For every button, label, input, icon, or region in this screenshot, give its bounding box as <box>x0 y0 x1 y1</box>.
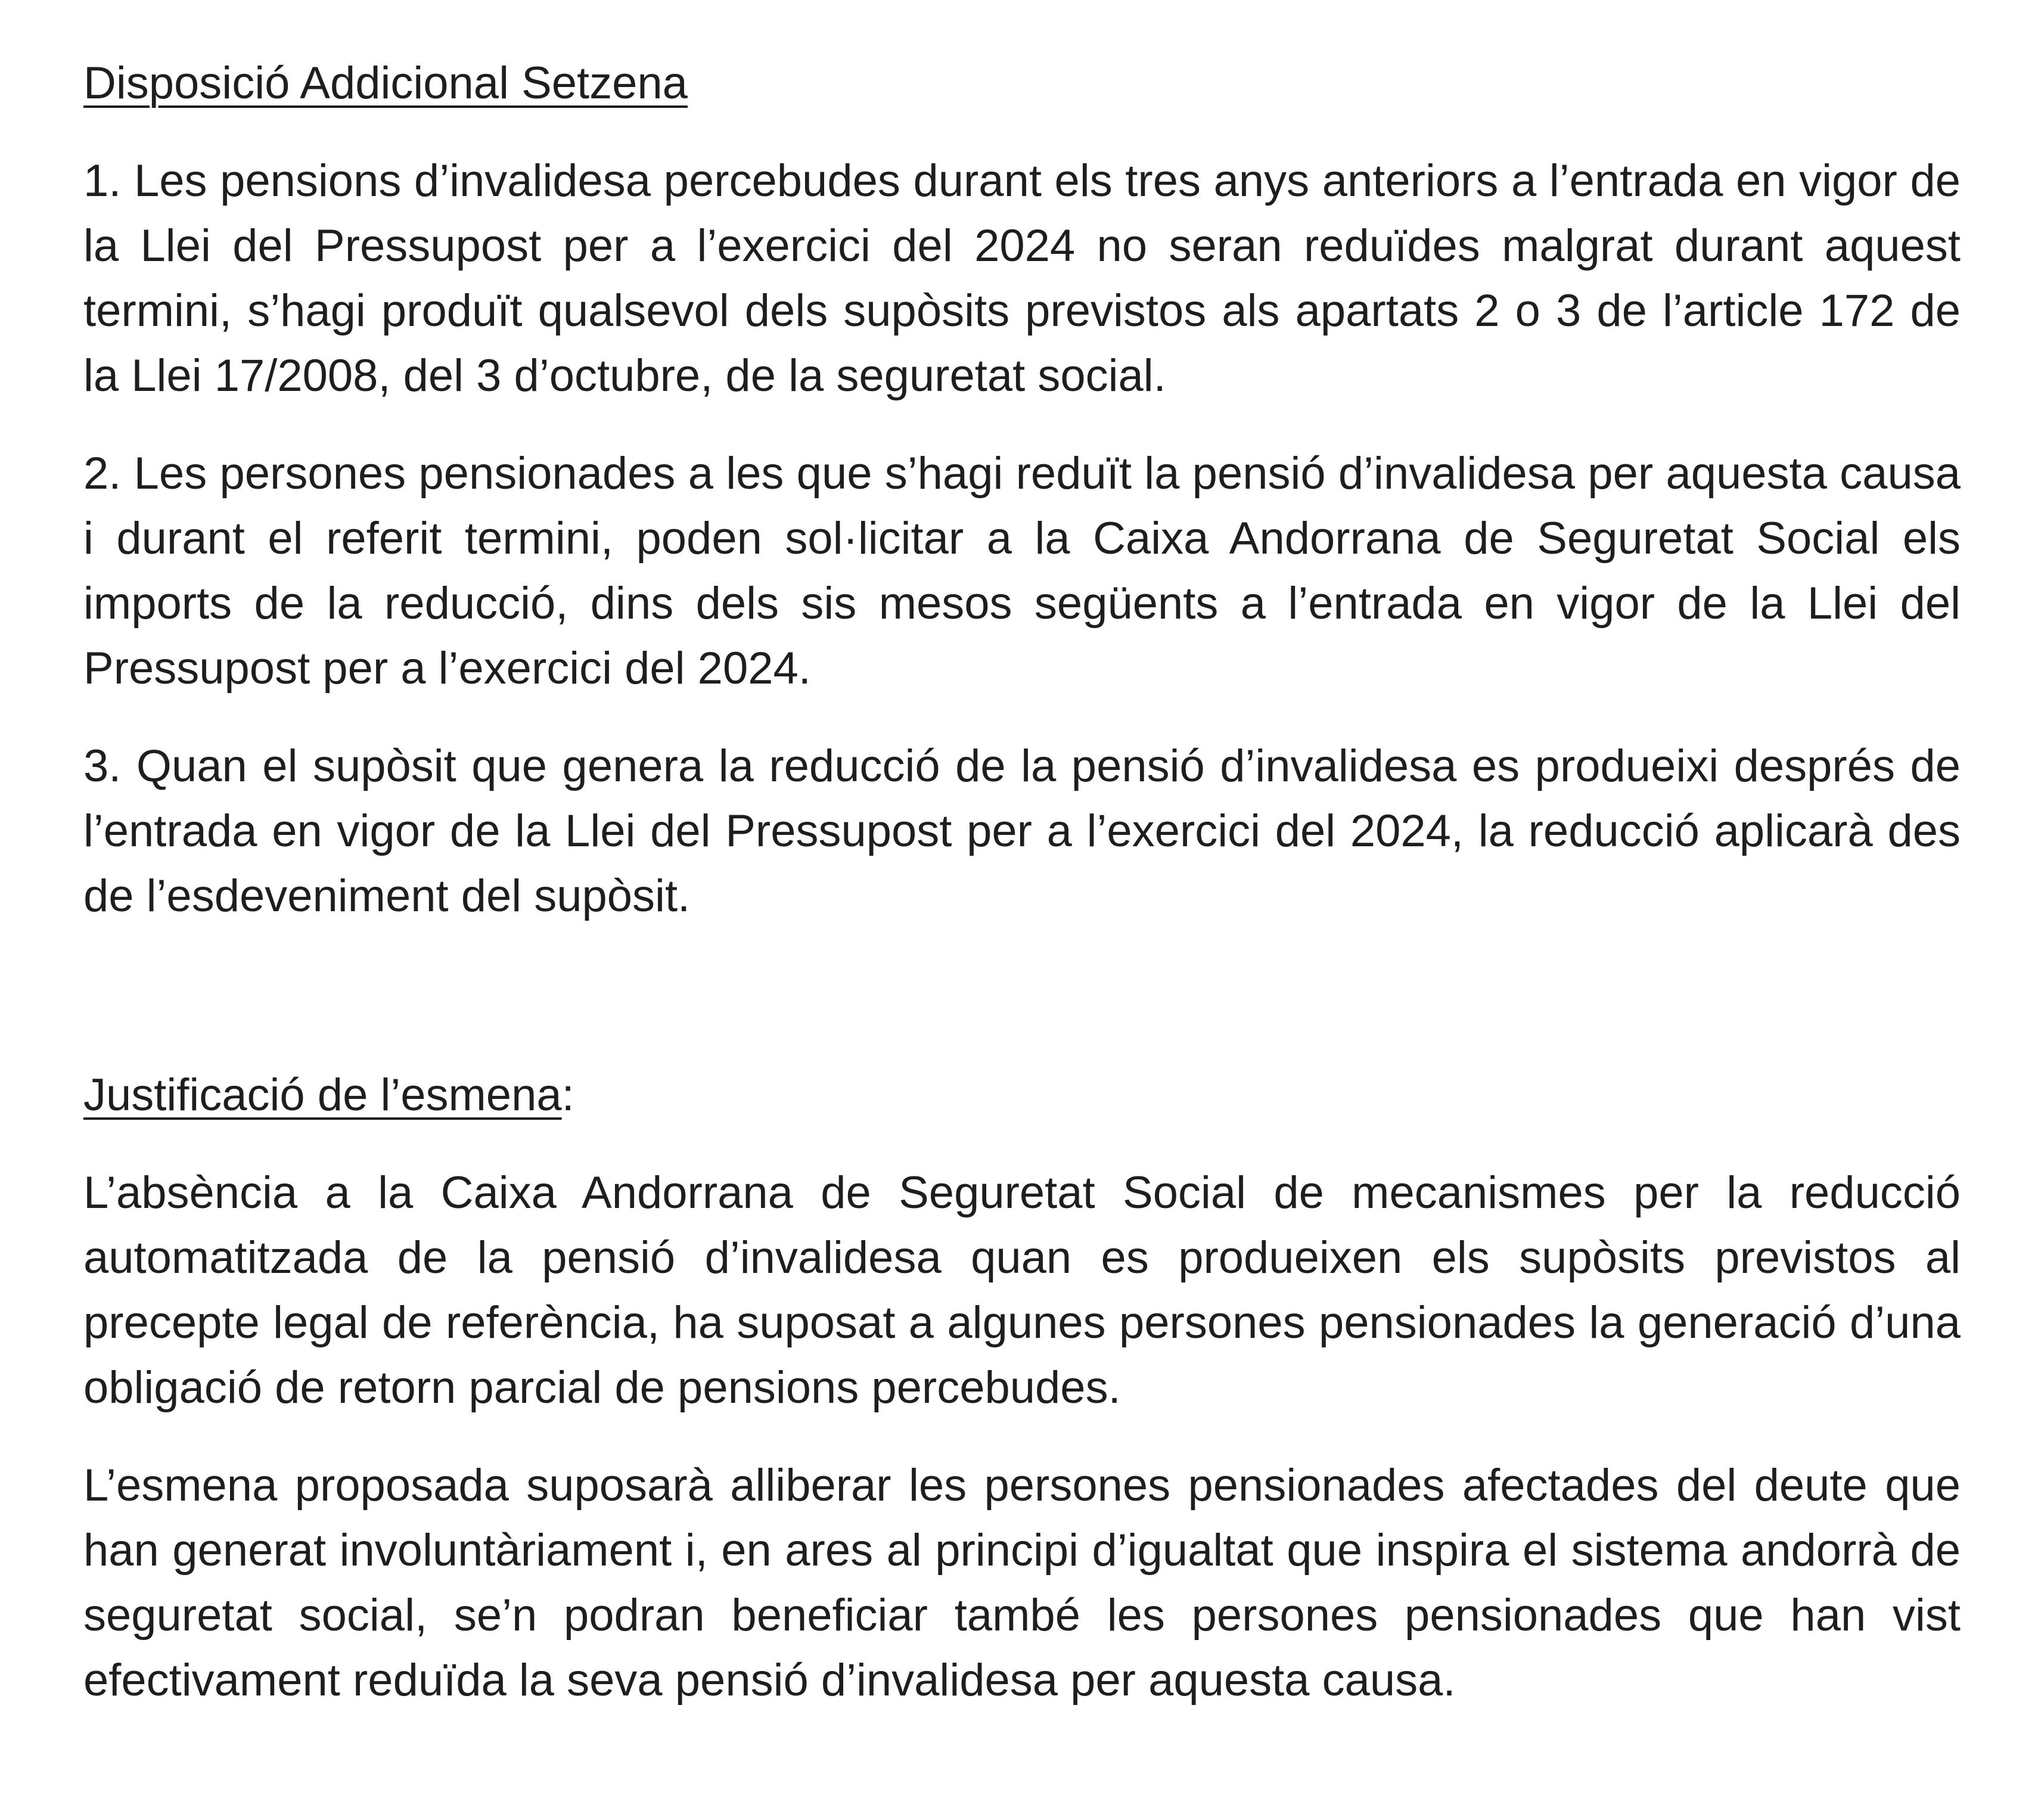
paragraph: L’esmena proposada suposarà alliberar les persones pensionades afectades del deute que han generat involuntàriament i, en ares al principi d’igualtat que inspira el sistema andorrà de seguretat social, se’n podran beneficiar també les persones pensionades que han vist efectivament reduïda la seva pensió d’invalidesa per aquesta causa. <box>83 1460 1961 1706</box>
section-justificacio <box>83 1063 1961 1713</box>
document-page <box>83 51 1961 1713</box>
paragraph: 3. Quan el supòsit que genera la reducció de la pensió d’invalidesa es produeixi després de l’entrada en vigor de la Llei del Pressupost per a l’exercici del 2024, la reducció aplicarà des de l’esdeveniment del supòsit. <box>83 741 1961 921</box>
section-heading <box>83 51 1961 116</box>
paragraph: L’absència a la Caixa Andorrana de Seguretat Social de mecanismes per la reducció automatitzada de la pensió d’invalidesa quan es produeixen els supòsits previstos al precepte legal de referència, ha suposat a algunes persones pensionades la generació d’una obligació de retorn parcial de pensions percebudes. <box>83 1167 1961 1413</box>
section-heading-text: Justificació de l’esmena <box>83 1070 562 1120</box>
paragraph: 2. Les persones pensionades a les que s’hagi reduït la pensió d’invalidesa per aquesta causa i durant el referit termini, poden sol·licitar a la Caixa Andorrana de Seguretat Social els imports de la reducció, dins dels sis mesos següents a l’entrada en vigor de la Llei del Pressupost per a l’exercici del 2024. <box>83 448 1961 694</box>
paragraph: 1. Les pensions d’invalidesa percebudes durant els tres anys anteriors a l’entrada en vigor de la Llei del Pressupost per a l’exercici del 2024 no seran reduïdes malgrat durant aquest termini, s’hagi produït qualsevol dels supòsits previstos als apartats 2 o 3 de l’article 172 de la Llei 17/2008, del 3 d’octubre, de la seguretat social. <box>83 156 1961 401</box>
section-heading <box>83 1063 1961 1128</box>
section-heading-colon: : <box>561 1070 574 1120</box>
section-disposicio-addicional <box>83 51 1961 928</box>
section-heading-text: Disposició Addicional Setzena <box>83 58 688 108</box>
